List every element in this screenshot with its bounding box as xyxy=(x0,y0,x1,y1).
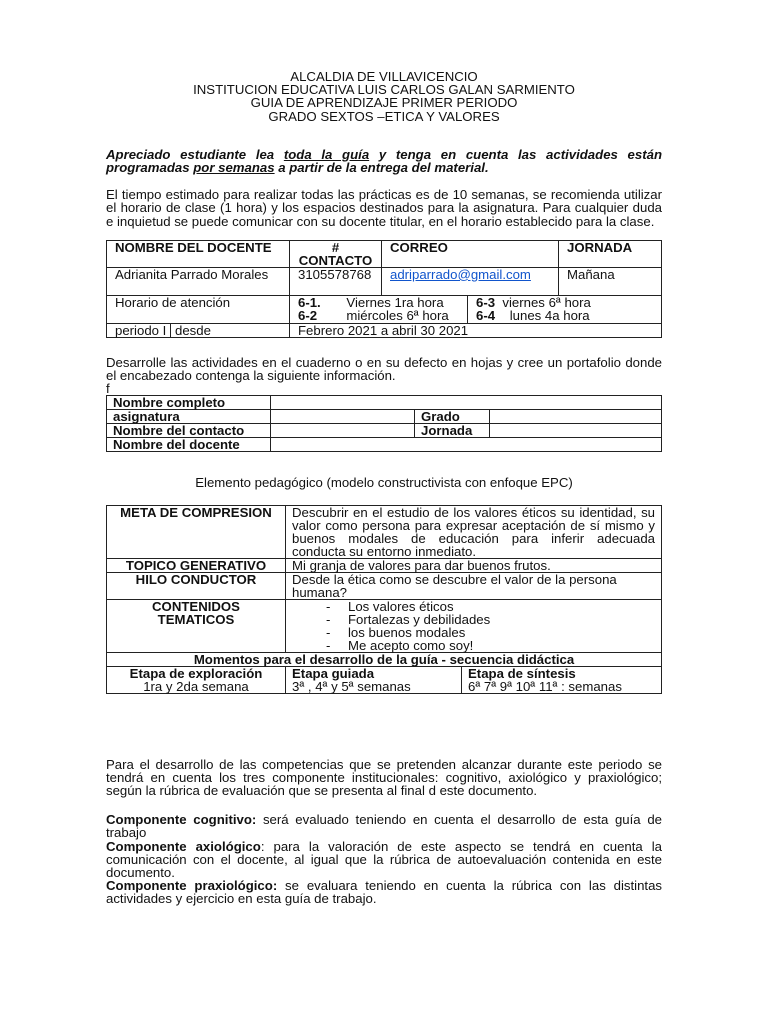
period-range: Febrero 2021 a abril 30 2021 xyxy=(290,323,662,337)
teacher-email-cell xyxy=(382,267,559,295)
content-list xyxy=(292,600,655,652)
subject-label: asignatura xyxy=(107,410,271,424)
intro-underline-2: por semanas xyxy=(193,160,275,176)
document-header xyxy=(106,70,662,123)
schedule-right xyxy=(468,295,662,323)
competences-intro: Para el desarrollo de las competencias que se pretenden alcanzar durante este periodo se tendrá en cuenta los tres componente institucionales: cognitivo, axiológico y praxiológico; según la rúbrica de evaluación que se presenta al final d este documento. xyxy=(106,756,662,799)
grade-label: Grado xyxy=(415,410,490,424)
component-cognitive xyxy=(106,813,662,839)
schedule-time-63: viernes 6ª hora xyxy=(502,294,591,310)
component-axiological xyxy=(106,840,662,880)
cognitive-text: será evaluado teniendo en cuenta el desarrollo de esta guía de trabajo xyxy=(106,812,662,841)
schedule-left xyxy=(290,295,468,323)
contact-name-label: Nombre del contacto xyxy=(107,424,271,438)
header-line-4: GRADO SEXTOS –ETICA Y VALORES xyxy=(268,108,500,124)
topic-label: TOPICO GENERATIVO xyxy=(107,558,286,572)
stage1-value: 1ra y 2da semana xyxy=(143,678,249,694)
student-info-table xyxy=(106,395,662,452)
stray-character: f xyxy=(106,381,110,397)
teacher-contact: 3105578768 xyxy=(290,267,382,295)
stage1-label: Etapa de exploración xyxy=(129,665,263,681)
teacher-name: Adrianita Parrado Morales xyxy=(107,267,290,295)
pedagogic-title: Elemento pedagógico (modelo constructivista con enfoque EPC) xyxy=(195,475,573,491)
stage3-label: Etapa de síntesis xyxy=(468,665,576,681)
header-line-3: GUIA DE APRENDIZAJE PRIMER PERIODO xyxy=(250,95,518,111)
header-line-1: ALCALDIA DE VILLAVICENCIO xyxy=(290,69,478,84)
intro-part-1: Apreciado estudiante lea xyxy=(106,146,284,162)
student-full-name-label: Nombre completo xyxy=(107,396,271,410)
content-label: CONTENIDOS TEMATICOS xyxy=(107,599,286,652)
pedagogic-table xyxy=(106,505,662,694)
period-label: periodo I xyxy=(115,322,167,338)
shift-label: Jornada xyxy=(415,424,490,438)
stage2-label: Etapa guiada xyxy=(292,665,375,681)
teacher-email-link[interactable]: adriparrado@gmail.com xyxy=(390,266,531,282)
activities-paragraph: Desarrolle las actividades en el cuaderno o en su defecto en hojas y cree un portafolio donde el encabezado contenga la siguiente información. xyxy=(106,354,662,384)
intro-underline-1: toda la guía xyxy=(283,146,370,162)
th-contact: # CONTACTO xyxy=(290,240,382,267)
attention-label: Horario de atención xyxy=(107,295,290,323)
teacher-table xyxy=(106,240,662,338)
cognitive-label: Componente cognitivo: xyxy=(106,812,257,828)
content-item: - los buenos modales xyxy=(326,626,655,639)
intro-part-3: a partir de la entrega del material. xyxy=(274,160,489,176)
document-page xyxy=(106,70,662,906)
axiological-label: Componente axiológico xyxy=(106,838,261,854)
subject-value xyxy=(271,410,415,424)
contact-name-value xyxy=(271,424,415,438)
moments-label: Momentos para el desarrollo de la guía - secuencia didáctica xyxy=(107,652,662,666)
praxiological-label: Componente praxiológico: xyxy=(106,878,278,894)
teacher-name-value xyxy=(271,438,662,452)
teacher-name-label: Nombre del docente xyxy=(107,438,271,452)
stage3-value: 6ª 7ª 9ª 10ª 11ª : semanas xyxy=(468,678,622,694)
content-list-cell xyxy=(286,599,662,652)
stage-synthesis xyxy=(462,666,662,693)
th-shift: JORNADA xyxy=(559,240,662,267)
schedule-code-64: 6-4 xyxy=(476,307,496,323)
thread-text: Desde la ética como se descubre el valor de la persona humana? xyxy=(286,572,662,599)
schedule-time-64: lunes 4a hora xyxy=(509,307,590,323)
component-praxiological xyxy=(106,879,662,905)
schedule-time-62: miércoles 6ª hora xyxy=(346,307,449,323)
schedule-time-61: Viernes 1ra hora xyxy=(346,294,444,310)
shift-value xyxy=(490,424,662,438)
intro-part-2: y tenga en cuenta las actividades están programadas xyxy=(106,146,663,176)
stage-guided xyxy=(286,666,462,693)
topic-text: Mi granja de valores para dar buenos frutos. xyxy=(286,558,662,572)
schedule-code-62: 6-2 xyxy=(298,307,318,323)
content-item: - Fortalezas y debilidades xyxy=(326,613,655,626)
praxiological-text: se evaluara teniendo en cuenta la rúbrica con las distintas actividades y ejercicio en esta guía de trabajo. xyxy=(106,878,662,907)
teacher-shift: Mañana xyxy=(559,267,662,295)
thread-label: HILO CONDUCTOR xyxy=(107,572,286,599)
time-paragraph: El tiempo estimado para realizar todas las prácticas es de 10 semanas, se recomienda utilizar el horario de clase (1 hora) y los espacios destinados para la asignatura. Para cualquier duda e inquietud se puede comunicar con su docente titular, en el horario establecido para la clase. xyxy=(106,187,662,229)
meta-text: Descubrir en el estudio de los valores éticos su identidad, su valor como persona para expresar aceptación de sí mismo y buenos modales de educación para inferir adecuada conducta su entorno inmediato. xyxy=(286,505,662,558)
axiological-text: : para la valoración de este aspecto se tendrá en cuenta la comunicación con el docente, al igual que la rúbrica de autoevaluación contenida en este documento. xyxy=(106,838,663,881)
th-teacher-name: NOMBRE DEL DOCENTE xyxy=(107,240,290,267)
content-item: - Me acepto como soy! xyxy=(326,639,655,652)
period-cell xyxy=(107,323,290,337)
header-line-2: INSTITUCION EDUCATIVA LUIS CARLOS GALAN SARMIENTO xyxy=(193,82,575,98)
th-email: CORREO xyxy=(382,240,559,267)
meta-label: META DE COMPRESION xyxy=(107,505,286,558)
schedule-code-63: 6-3 xyxy=(476,294,496,310)
student-full-name-value xyxy=(271,396,662,410)
grade-value xyxy=(490,410,662,424)
schedule-code-61: 6-1. xyxy=(298,294,321,310)
stage2-value: 3ª , 4ª y 5ª semanas xyxy=(292,678,411,694)
period-from: desde xyxy=(170,323,211,338)
intro-paragraph xyxy=(106,148,662,174)
content-item: - Los valores éticos xyxy=(326,600,655,613)
stage-exploration xyxy=(107,666,286,693)
